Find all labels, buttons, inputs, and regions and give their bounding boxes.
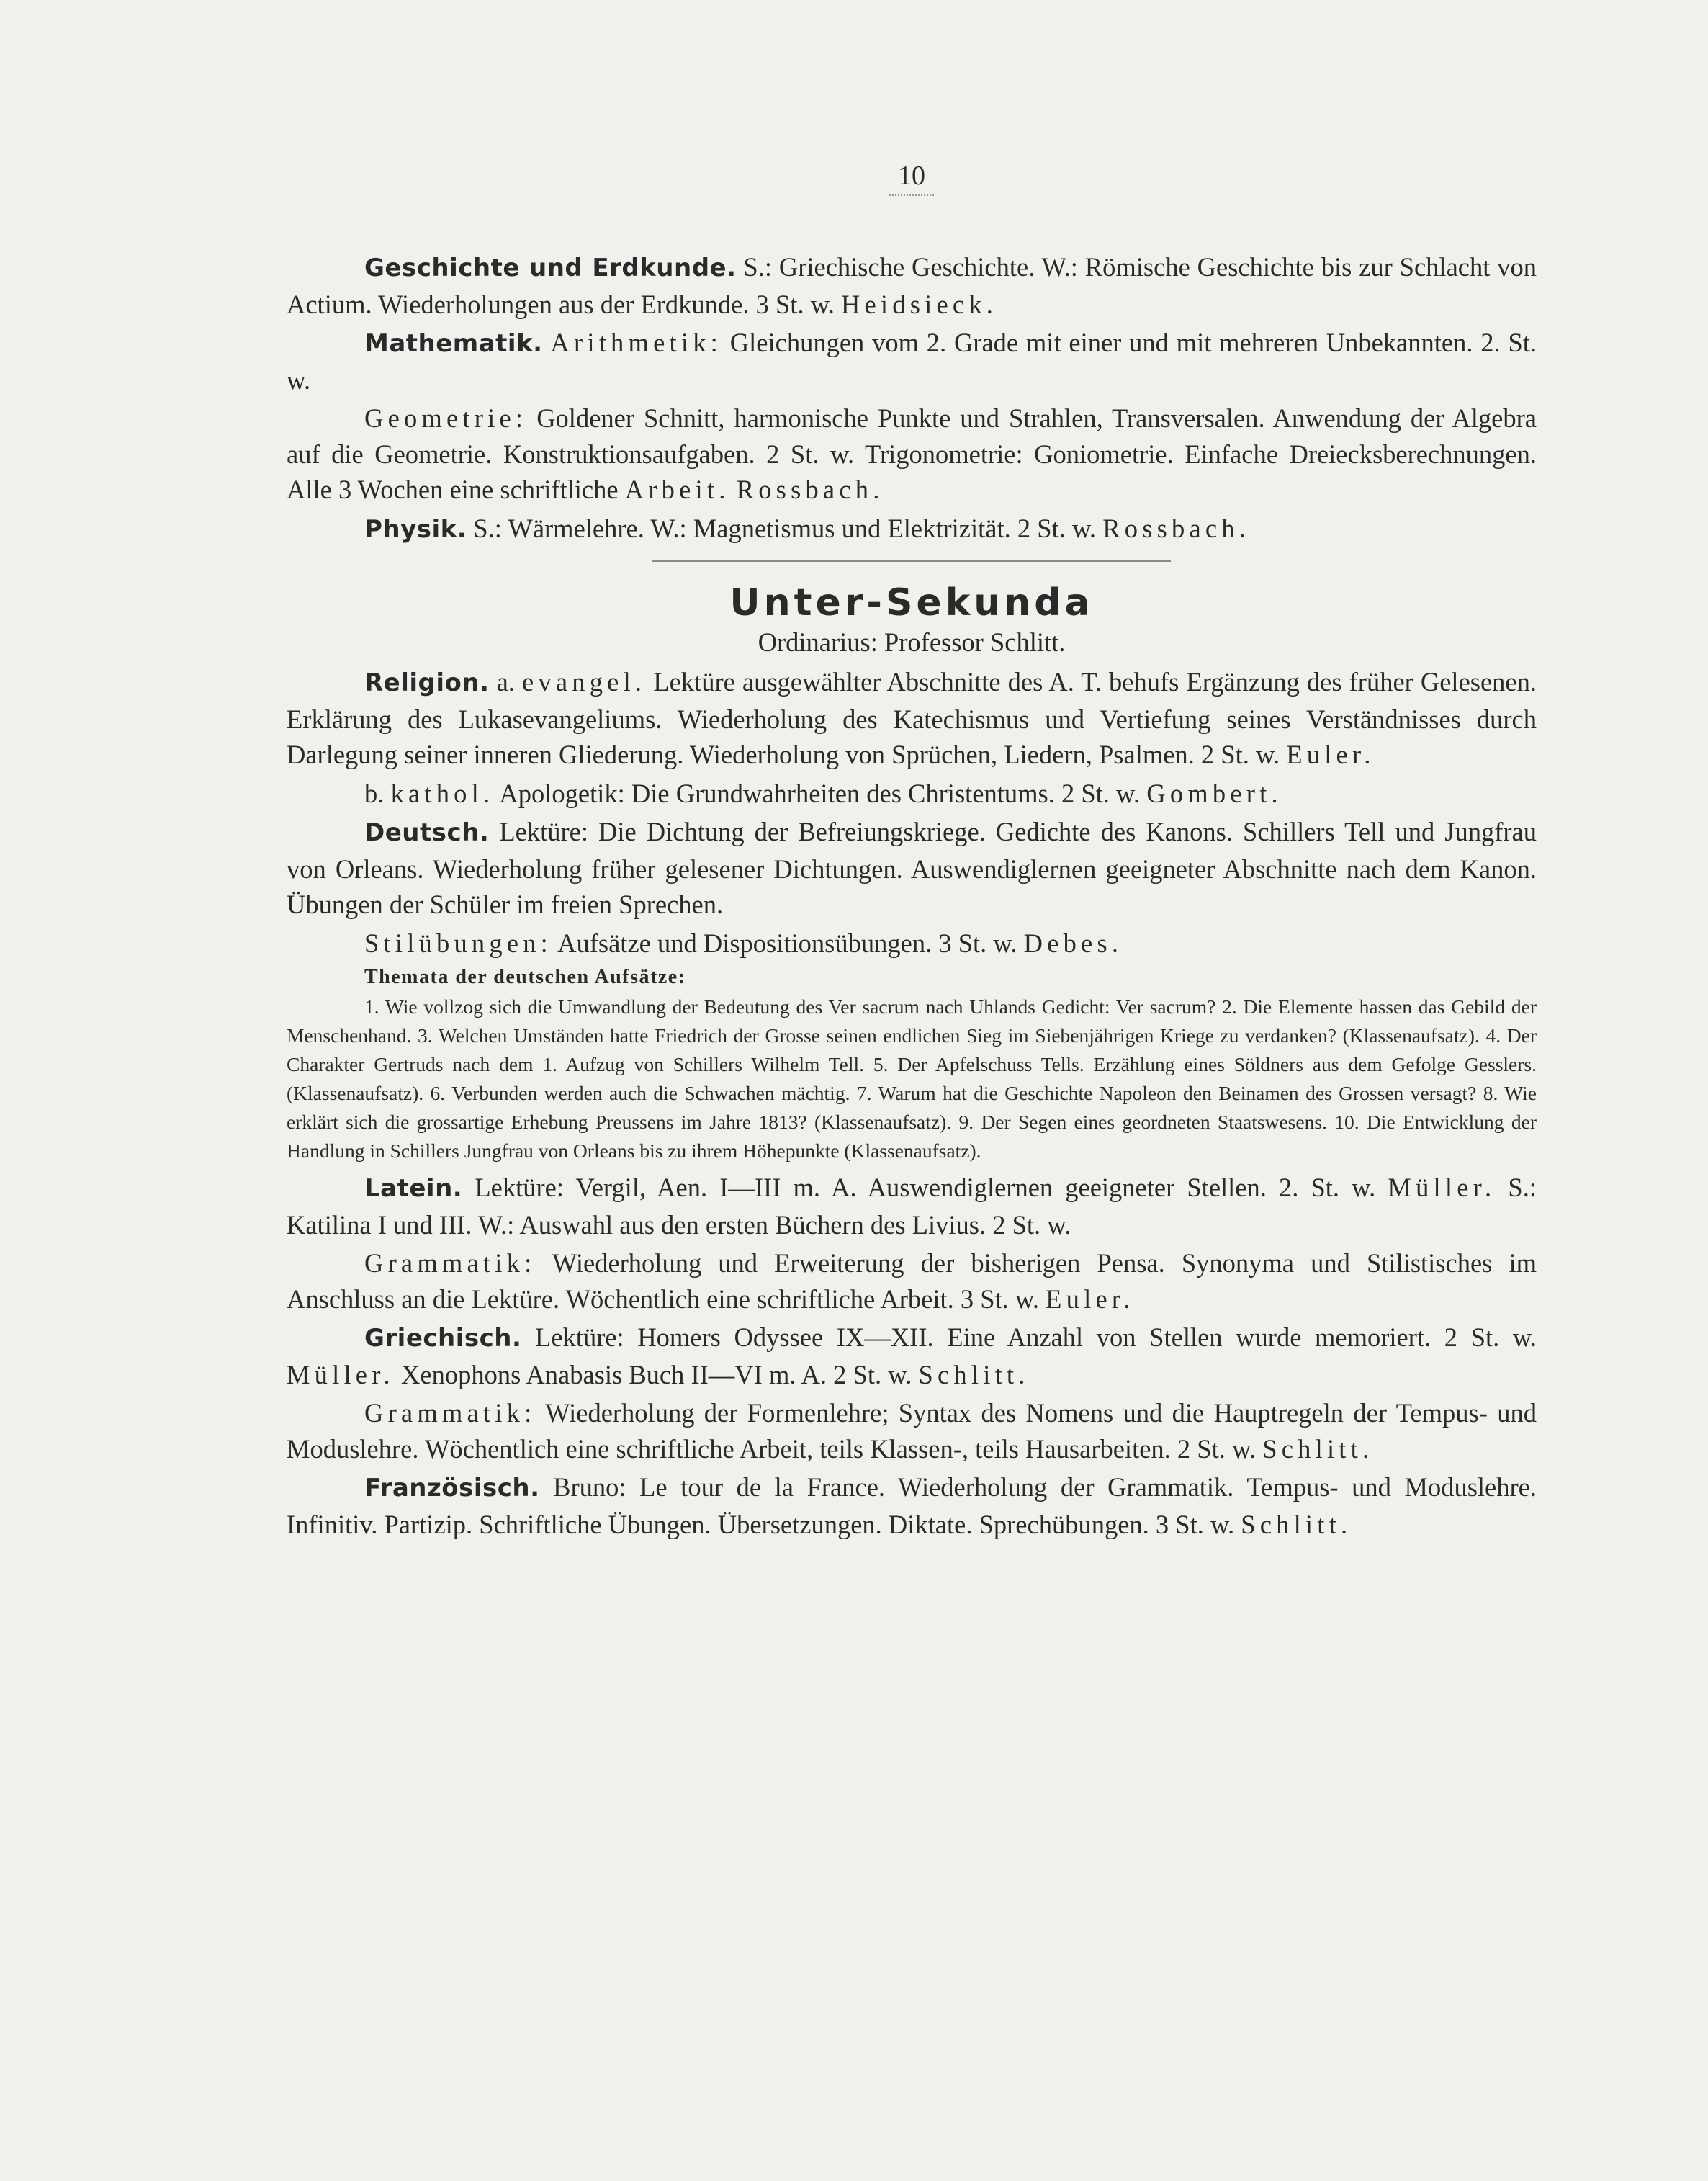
- topic-label: Stilübungen:: [364, 928, 553, 958]
- topic-label: Arithmetik:: [550, 328, 722, 357]
- paragraph-latein-grammatik: [287, 1245, 1537, 1317]
- paragraph-latein: [287, 1170, 1537, 1242]
- topic-label: Grammatik:: [364, 1398, 536, 1428]
- subject-heading-religion: Religion.: [364, 668, 490, 697]
- subject-heading-deutsch: Deutsch.: [364, 818, 490, 847]
- list-label: a.: [489, 667, 522, 697]
- paragraph-text: Apologetik: Die Grundwahrheiten des Christentums. 2 St. w.: [494, 778, 1147, 808]
- paragraph-text: Gleichungen vom 2. Grade mit einer und mit mehreren Unbekannten. 2. St. w.: [287, 328, 1537, 395]
- subject-heading-mathematik: Mathematik.: [364, 329, 543, 358]
- teacher-name: Rossbach.: [1102, 513, 1251, 543]
- paragraph-text: S.: Wärmelehre. W.: Magnetismus und Elektrizität. 2 St. w.: [467, 513, 1103, 543]
- paragraph-religion-evangel: [287, 664, 1537, 773]
- teacher-name: Rossbach.: [736, 475, 884, 504]
- paragraph-text: Lektüre: Vergil, Aen. I—III m. A. Auswendiglernen geeigneter Stellen. 2. St. w.: [462, 1173, 1388, 1202]
- paragraph-deutsch: [287, 814, 1537, 923]
- topic-label: evangel.: [521, 667, 647, 697]
- themata-list: 1. Wie vollzog sich die Umwandlung der Bedeutung des Ver sacrum nach Uhlands Gedicht: Ver sacrum? 2. Die Elemente hassen das Gebild der Menschenhand. 3. Welchen Umständen hatte Friedrich der Grosse seinen endlichen Sieg im Siebenjährigen Kriege zu verdanken? (Klassenaufsatz). 4. Der Charakter Gertruds nach dem 1. Aufzug von Schillers Wilhelm Tell. 5. Der Apfelschuss Tells. Erzählung eines Söldners aus dem Gefolge Gesslers. (Klassenaufsatz). 6. Verbunden werden auch die Schwachen mächtig. 7. Warum hat die Geschichte Napoleon den Beinamen des Grossen versagt? 8. Wie erklärt sich die grossartige Erhebung Preussens im Jahre 1813? (Klassenaufsatz). 9. Der Segen eines geordneten Staatswesens. 10. Die Entwicklung der Handlung in Schillers Jungfrau von Orleans bis zu ihrem Höhepunkte (Klassenaufsatz).: [287, 995, 1537, 1162]
- paragraph-text: Lektüre: Homers Odyssee IX—XII. Eine Anzahl von Stellen wurde memoriert. 2 St. w.: [521, 1322, 1537, 1352]
- teacher-name: Euler.: [1286, 740, 1375, 769]
- teacher-name: Schlitt.: [918, 1359, 1030, 1389]
- paragraph-griechisch: [287, 1320, 1537, 1392]
- paragraph-text: Lektüre: Die Dichtung der Befreiungskriege. Gedichte des Kanons. Schillers Tell und Jungfrau von Orleans. Wiederholung früher gelesener Dichtungen. Auswendiglernen geeigneter Abschnitte nach dem Kanon. Übungen der Schüler im freien Sprechen.: [287, 817, 1537, 919]
- paragraph-stiluebungen: [287, 926, 1537, 962]
- paragraph-text: Arbeit.: [624, 475, 730, 504]
- subject-heading-latein: Latein.: [364, 1174, 463, 1203]
- themata-heading: Themata der deutschen Aufsätze:: [364, 966, 686, 988]
- paragraph-text: Lektüre ausgewählter Abschnitte des A. T. behufs Ergänzung des früher Gelesenen. Erklärung des Lukasevangeliums. Wiederholung des Katechismus und Vertiefung seines Verständnisses durch Darlegung seiner inneren Gliederung. Wiederholung von Sprüchen, Liedern, Psalmen. 2 St. w.: [287, 667, 1537, 769]
- paragraph-text: Bruno: Le tour de la France. Wiederholung der Grammatik. Tempus- und Moduslehre. Infinitiv. Partizip. Schriftliche Übungen. Übersetzungen. Diktate. Sprechübungen. 3 St. w.: [287, 1472, 1537, 1539]
- paragraph-text: Wiederholung der Formenlehre; Syntax des Nomens und die Hauptregeln der Tempus- und Moduslehre. Wöchentlich eine schriftliche Arbeit, teils Klassen-, teils Hausarbeiten. 2 St. w.: [287, 1398, 1537, 1464]
- paragraph-text: S.: Katilina I und III. W.: Auswahl aus den ersten Büchern des Livius. 2 St. w.: [287, 1173, 1537, 1240]
- paragraph-text: Goldener Schnitt, harmonische Punkte und Strahlen, Transversalen. Anwendung der Algebra auf die Geometrie. Konstruktionsaufgaben. 2 St. w. Trigonometrie: Goniometrie. Einfache Dreiecksberechnungen. Alle 3 Wochen eine schriftliche: [287, 403, 1537, 504]
- teacher-name: Heidsieck.: [840, 289, 998, 319]
- ordinarius-line: Ordinarius: Professor Schlitt.: [758, 627, 1066, 657]
- teacher-name: Schlitt.: [1241, 1509, 1352, 1539]
- topic-label: kathol.: [390, 778, 495, 808]
- paragraph-franzoesisch: [287, 1469, 1537, 1542]
- subject-heading-franzoesisch: Französisch.: [364, 1474, 540, 1502]
- teacher-name: Schlitt.: [1262, 1433, 1374, 1464]
- list-label: b.: [364, 778, 391, 808]
- teacher-name: Debes.: [1023, 928, 1123, 958]
- teacher-name: Müller.: [287, 1359, 395, 1389]
- paragraph-religion-kathol: [287, 776, 1537, 812]
- paragraph-mathematik: [287, 325, 1537, 398]
- section-title: Unter-Sekunda: [729, 581, 1094, 624]
- paragraph-text: Aufsätze und Dispositionsübungen. 3 St. w.: [552, 928, 1024, 958]
- paragraph-physik: [287, 511, 1537, 548]
- subject-heading-geschichte: Geschichte und Erdkunde.: [364, 254, 737, 282]
- paragraph-geschichte: [287, 249, 1537, 322]
- teacher-name: Müller.: [1388, 1173, 1496, 1202]
- paragraph-text: Xenophons Anabasis Buch II—VI m. A. 2 St. w.: [394, 1359, 919, 1389]
- topic-label: Geometrie:: [364, 403, 528, 433]
- page-number: 10: [287, 158, 1537, 196]
- paragraph-text: S.: Griechische Geschichte. W.: Römische Geschichte bis zur Schlacht von Actium. Wiederholungen aus der Erdkunde. 3 St. w.: [287, 252, 1537, 319]
- section-divider: [652, 560, 1171, 562]
- teacher-name: Gombert.: [1146, 778, 1282, 808]
- subject-heading-physik: Physik.: [364, 514, 467, 544]
- subject-heading-griechisch: Griechisch.: [364, 1324, 522, 1353]
- page-content: [287, 158, 1537, 1545]
- paragraph-text: Wiederholung und Erweiterung der bisherigen Pensa. Synonyma und Stilistisches im Anschluss an die Lektüre. Wöchentlich eine schriftliche Arbeit. 3 St. w.: [287, 1248, 1537, 1314]
- paragraph-geometrie: [287, 400, 1537, 508]
- topic-label: Grammatik:: [364, 1248, 536, 1278]
- paragraph-griechisch-grammatik: [287, 1395, 1537, 1466]
- teacher-name: Euler.: [1046, 1284, 1135, 1314]
